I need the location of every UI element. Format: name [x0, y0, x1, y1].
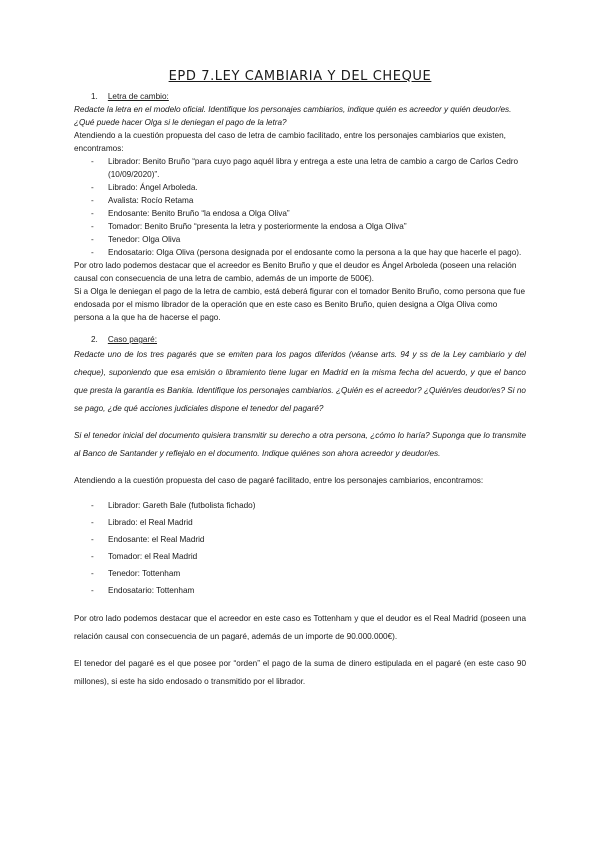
list-item-text: Endosatario: Tottenham: [108, 586, 195, 595]
section-number: 2.: [91, 335, 98, 344]
list-bullet: -: [91, 222, 94, 231]
intro-paragraph: Atendiendo a la cuestión propuesta del caso de pagaré facilitado, entre los personajes cambiarios, encontramos:: [74, 476, 484, 485]
list-item-text: Librado: Ángel Arboleda.: [108, 183, 198, 192]
personajes-list: [74, 155, 526, 259]
list-item-text: Librado: el Real Madrid: [108, 518, 193, 527]
section-caso-pagare: [74, 333, 526, 691]
acreedor-paragraph: Por otro lado podemos destacar que el acreedor es Benito Bruño y que el deudor es Ángel Arboleda (poseen una relación causal con consecuencia de una letra de cambio, además de un importe de 500€).: [74, 261, 517, 283]
list-item-text: Librador: Gareth Bale (futbolista fichado): [108, 501, 256, 510]
list-bullet: -: [91, 183, 94, 192]
section-letra-de-cambio: [74, 90, 526, 324]
denegacion-paragraph: Si a Olga le deniegan el pago de la letra de cambio, está deberá figurar con el tomador Benito Bruño, como persona que fue endosada por el mismo librador de la operación que en este caso es Benito Bruño, quien designa a Olga Oliva como persona a la que ha de hacerse el pago.: [74, 287, 526, 322]
list-item-text: Tomador: Benito Bruño “presenta la letra y posteriormente la endosa a Olga Oliva”: [108, 222, 407, 231]
list-item-text: Endosante: el Real Madrid: [108, 535, 205, 544]
list-item-text: Tomador: el Real Madrid: [108, 552, 198, 561]
list-item: [91, 207, 526, 220]
list-item: [91, 516, 526, 529]
question-text: Redacte uno de los tres pagarés que se emiten para los pagos diferidos (véanse arts. 94 y ss de la Ley cambiario y del cheque), suponiendo que esa emisión o libramiento tiene lugar en Madrid en la misma fecha del acuerdo, y que el banco que presta la garantía es Bankia. Identifique los personajes cambiarios. ¿Quién es el acreedor? ¿Quién/es deudor/es? Si no se pago, ¿de qué acciones judiciales dispone el tenedor del pagaré?: [74, 350, 526, 413]
list-item-text: Avalista: Rocío Retama: [108, 196, 194, 205]
list-bullet: -: [91, 518, 94, 527]
list-bullet: -: [91, 235, 94, 244]
list-item-text: Tenedor: Olga Oliva: [108, 235, 181, 244]
list-item: [91, 246, 526, 259]
acreedor-paragraph: Por otro lado podemos destacar que el acreedor en este caso es Tottenham y que el deudor es el Real Madrid (poseen una relación causal con consecuencia de un pagaré, además de un importe de 90.000.000€).: [74, 614, 526, 641]
list-item: [91, 194, 526, 207]
section-label: Caso pagaré:: [107, 335, 158, 344]
list-bullet: -: [91, 501, 94, 510]
list-item: [91, 584, 526, 597]
list-bullet: -: [91, 209, 94, 218]
question-text: Si el tenedor inicial del documento quisiera transmitir su derecho a otra persona, ¿cómo lo haría? Suponga que lo transmite al Banco de Santander y reflejalo en el documento. Indique quiénes son ahora acreedor y deudor/es.: [74, 431, 526, 458]
question-text: Redacte la letra en el modelo oficial. Identifique los personajes cambiarios, indique quién es acreedor y quién deudor/es. ¿Qué puede hacer Olga si le deniegan el pago de la letra?: [74, 105, 512, 127]
personajes-list: [74, 499, 526, 597]
list-item-text: Librador: Benito Bruño “para cuyo pago aquél libra y entrega a este una letra de cambio a cargo de Carlos Cedro (10/09/2020)”.: [108, 157, 519, 179]
list-item: [91, 533, 526, 546]
section-heading: [74, 90, 526, 103]
section-number: 1.: [91, 92, 98, 101]
list-item-text: Endosatario: Olga Oliva (persona designada por el endosante como la persona a la que hay que hacerle el pago).: [108, 248, 522, 257]
intro-paragraph: Atendiendo a la cuestión propuesta del caso de letra de cambio facilitado, entre los personajes cambiarios que existen, encontramos:: [74, 131, 506, 153]
list-bullet: -: [91, 552, 94, 561]
tenedor-paragraph: El tenedor del pagaré es el que posee por “orden” el pago de la suma de dinero estipulada en el pagaré (en este caso 90 millones), si este ha sido endosado o transmitido por el librador.: [74, 659, 526, 686]
list-item: [91, 567, 526, 580]
list-bullet: -: [91, 535, 94, 544]
list-bullet: -: [91, 586, 94, 595]
list-item-text: Endosante: Benito Bruño “la endosa a Olga Oliva”: [108, 209, 290, 218]
list-item: [91, 155, 526, 181]
list-item: [91, 220, 526, 233]
list-item: [91, 499, 526, 512]
list-bullet: -: [91, 248, 94, 257]
list-bullet: -: [91, 157, 94, 166]
section-heading: [74, 333, 526, 346]
list-item: [91, 181, 526, 194]
section-label: Letra de cambio:: [107, 92, 169, 101]
list-item-text: Tenedor: Tottenham: [108, 569, 181, 578]
list-item: [91, 233, 526, 246]
document-title: EPD 7.LEY CAMBIARIA Y DEL CHEQUE: [168, 69, 432, 84]
list-item: [91, 550, 526, 563]
list-bullet: -: [91, 569, 94, 578]
list-bullet: -: [91, 196, 94, 205]
